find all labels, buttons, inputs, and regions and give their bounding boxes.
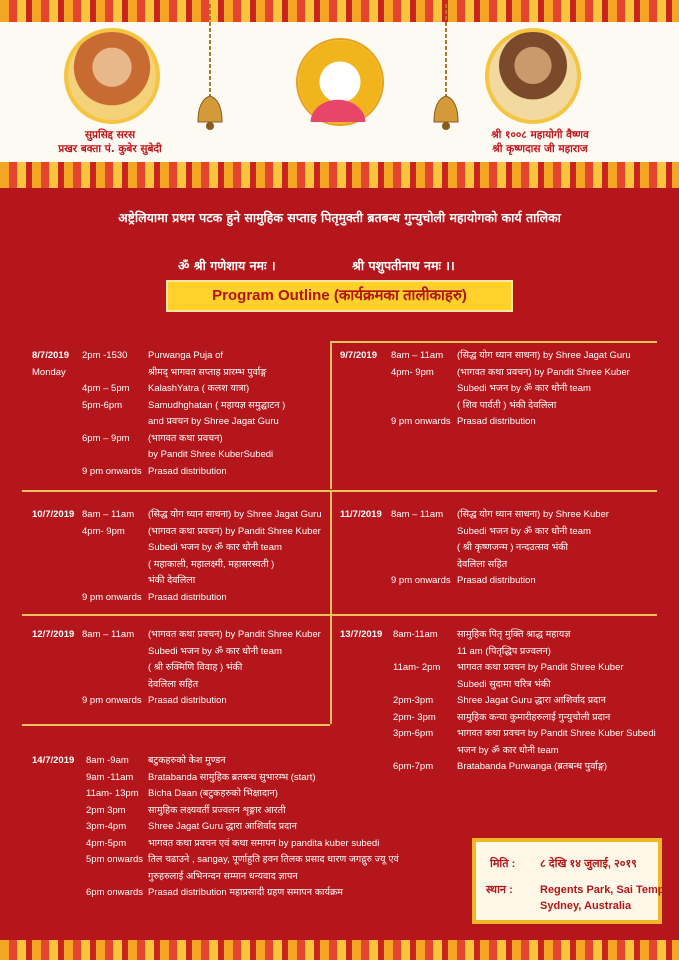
bell-icon [192, 4, 228, 134]
place-label: स्थान : [486, 884, 513, 896]
headline: अष्ट्रेलियामा प्रथम पटक हुने सामुहिक सप्ताह पितृमुक्ती ब्रतबन्ध गुन्युचोली महायोगको कार्य तालिका [118, 210, 561, 225]
row-activity: and प्रवचन by Shree Jagat Guru [148, 416, 279, 427]
row-activity: Bicha Daan (बटुकहरुको भिक्षादान) [148, 788, 278, 799]
divider [330, 341, 657, 343]
row-time: 3pm-4pm [86, 821, 127, 832]
divider [22, 724, 330, 726]
row-activity: सामुहिक पितृ मुक्ति श्राद्ध महायज्ञ [457, 629, 571, 640]
row-activity: Subedi भजन by ॐ कार धोनी team [457, 525, 591, 537]
row-time: 6pm-7pm [393, 761, 434, 772]
place-line-2: Sydney, Australia [540, 900, 632, 912]
row-time: 4pm- 9pm [391, 366, 434, 378]
row-activity: Prasad distribution [457, 416, 536, 427]
date-label: मिति : [490, 858, 516, 870]
row-activity: Bratabanda सामुहिक ब्रतबन्ध सुभारम्भ (start) [148, 771, 316, 783]
block-date: 12/7/2019 [32, 629, 75, 640]
row-activity: भंकी देवलिला [148, 575, 196, 586]
row-activity: Subedi सुदामा चरित्र भंकी [457, 678, 551, 690]
row-activity: भागवत कथा प्रवचन by Pandit Shree Kuber Subedi [457, 728, 656, 739]
left-portrait-caption [40, 128, 180, 156]
row-activity: सामुहिक लक्ष्यवर्ती प्रज्वलन शृङ्गार आरती [148, 804, 286, 816]
row-activity: Subedi भजन by ॐ कार धोनी team [457, 383, 591, 394]
block-day: Monday [32, 366, 66, 378]
row-activity: (भागवत कथा प्रवचन) [148, 432, 223, 444]
row-time: 2pm 3pm [86, 804, 126, 816]
divider [330, 490, 332, 614]
row-activity: श्रीमद् भागवत सप्ताह प्रारम्भ पुर्वाङ्ग [148, 366, 267, 378]
row-activity: Prasad distribution [457, 575, 536, 586]
right-caption-line-2: श्री कृष्णदास जी महाराज [492, 143, 588, 155]
divider [22, 614, 657, 616]
row-time: 8am – 11am [82, 509, 135, 520]
event-info-box [472, 838, 674, 924]
row-activity: भागवत कथा प्रवचन by Pandit Shree Kuber [457, 662, 624, 673]
row-time: 11am- 13pm [86, 788, 139, 799]
bell-icon [428, 4, 464, 134]
row-time: 8am – 11am [82, 629, 135, 640]
row-activity: ( महाकाली, महालक्ष्मी, महासरस्वती ) [148, 558, 275, 570]
marigold-garland-top [0, 0, 679, 22]
program-outline-title: Program Outline (कार्यक्रमका तालीकाहरु) [166, 280, 513, 312]
divider [330, 614, 332, 724]
row-time: 6pm – 9pm [82, 432, 130, 444]
right-portrait-caption [460, 128, 620, 156]
row-time: 8am -9am [86, 755, 129, 766]
block-date: 10/7/2019 [32, 509, 75, 520]
row-time: 5pm-6pm [82, 399, 123, 411]
marigold-garland-bottom [0, 940, 679, 960]
row-activity: Bratabanda Purwanga (ब्रतबन्ध पुर्वाङ्ग) [457, 761, 608, 772]
row-time: 9 pm onwards [82, 695, 142, 706]
invocation-ganesh: ॐ श्री गणेशाय नमः । [178, 258, 276, 273]
row-activity: Subedi भजन by ॐ कार धोनी team [148, 645, 282, 657]
row-activity: ( शिव पार्वती ) भंकी देवलिला [457, 399, 557, 411]
row-time: 9 pm onwards [391, 575, 451, 586]
divider [22, 490, 657, 492]
row-time: 5pm onwards [86, 854, 144, 865]
row-time: 6pm onwards [86, 887, 144, 898]
row-activity: Prasad distribution [148, 695, 227, 706]
row-time: 8am-11am [393, 629, 438, 640]
row-activity: Shree Jagat Guru द्धारा आशिर्वाद प्रदान [148, 821, 297, 832]
row-activity: देवलिला सहित [457, 558, 508, 570]
place-line-1: Regents Park, Sai Temple [540, 884, 674, 896]
row-time: 8am – 11am [391, 350, 444, 361]
row-time: 9 pm onwards [391, 416, 451, 427]
block-date: 14/7/2019 [32, 755, 75, 766]
row-activity: गुरुहरुलाई अभिनन्दन सम्मान धन्यवाद ज्ञापन [148, 870, 298, 882]
row-time: 3pm-6pm [393, 728, 434, 739]
divider [330, 341, 332, 489]
marigold-garland-middle [0, 162, 679, 188]
row-activity: (भागवत कथा प्रवचन) by Pandit Shree Kuber [457, 366, 630, 378]
row-activity: ( श्री कृष्णजन्म ) नन्दउत्सव भंकी [457, 542, 568, 553]
row-activity: (सिद्ध योग ध्यान साधना) by Shree Jagat Guru [457, 350, 631, 361]
left-caption-line-1: सुप्रसिद्द सरस [84, 129, 136, 141]
row-time: 8am – 11am [391, 509, 444, 520]
row-time: 4pm-5pm [86, 837, 127, 849]
row-time: 2pm-3pm [393, 695, 434, 706]
date-value: ८ देखि १४ जुलाई, २०१९ [540, 858, 637, 870]
row-time: 11am- 2pm [393, 662, 441, 673]
row-time: 9 pm onwards [82, 591, 142, 603]
row-time: 2pm- 3pm [393, 711, 436, 723]
block-date: 9/7/2019 [340, 350, 377, 361]
row-activity: भागवत कथा प्रवचन एवं कथा समापन by pandita kuber subedi [148, 837, 380, 849]
row-activity: (भागवत कथा प्रवचन) by Pandit Shree Kuber [148, 629, 321, 640]
block-date: 8/7/2019 [32, 350, 69, 361]
row-activity: Prasad distribution [148, 591, 227, 603]
row-activity: 11 am (पितृद्धिप प्रज्वलन) [457, 645, 551, 657]
block-date: 13/7/2019 [340, 629, 383, 640]
row-activity: सामुहिक कन्या कुमारीहरुलाई गुन्युचोली प्रदान [457, 711, 611, 723]
row-activity: (सिद्ध योग ध्यान साधना) by Shree Kuber [457, 509, 609, 520]
row-activity: Samudhghatan ( महायज्ञ समुद्घाटन ) [148, 399, 286, 411]
guru-portrait-left [64, 28, 160, 124]
row-time: 4pm – 5pm [82, 383, 130, 394]
guru-portrait-right [485, 28, 581, 124]
row-activity: Subedi भजन by ॐ कार धोनी team [148, 542, 282, 553]
row-activity: (सिद्ध योग ध्यान साधना) by Shree Jagat Guru [148, 509, 322, 520]
row-time: 9 pm onwards [82, 465, 142, 477]
row-activity: देवलिला सहित [148, 678, 199, 690]
invocation-pashupati: श्री पशुपतीनाथ नमः ।। [352, 258, 455, 273]
row-time: 9am -11am [86, 771, 134, 783]
row-activity: ( श्री रुक्मिणि विवाह ) भंकी [148, 662, 243, 673]
row-time: 2pm -1530 [82, 350, 128, 361]
block-date: 11/7/2019 [340, 509, 382, 520]
row-activity: Prasad distribution महाप्रसादी ग्रहण समापन कार्यक्रम [148, 887, 343, 898]
row-activity: (भागवत कथा प्रवचन) by Pandit Shree Kuber [148, 525, 321, 537]
row-activity: by Pandit Shree KuberSubedi [148, 449, 274, 460]
lotus-icon [306, 96, 370, 122]
row-time: 4pm- 9pm [82, 525, 125, 537]
row-activity: तिल चढाउने , sangay, पूर्णाहुति हवन तिलक प्रसाद धारण जगद्गुरु ज्यू एवं [148, 854, 399, 865]
row-activity: भजन by ॐ कार धोनी team [457, 744, 559, 756]
row-activity: Shree Jagat Guru द्धारा आशिर्वाद प्रदान [457, 695, 606, 706]
right-caption-line-1: श्री १००८ महायोगी वैष्णव [491, 129, 589, 141]
row-activity: KalashYatra ( कलश यात्रा) [148, 383, 250, 394]
left-caption-line-2: प्रखर बक्ता पं. कुबेर सुबेदी [58, 143, 162, 155]
row-activity: Purwanga Puja of [148, 350, 223, 361]
row-activity: Prasad distribution [148, 465, 227, 477]
row-activity: बटुकहरुको केश मुण्डन [148, 755, 226, 766]
